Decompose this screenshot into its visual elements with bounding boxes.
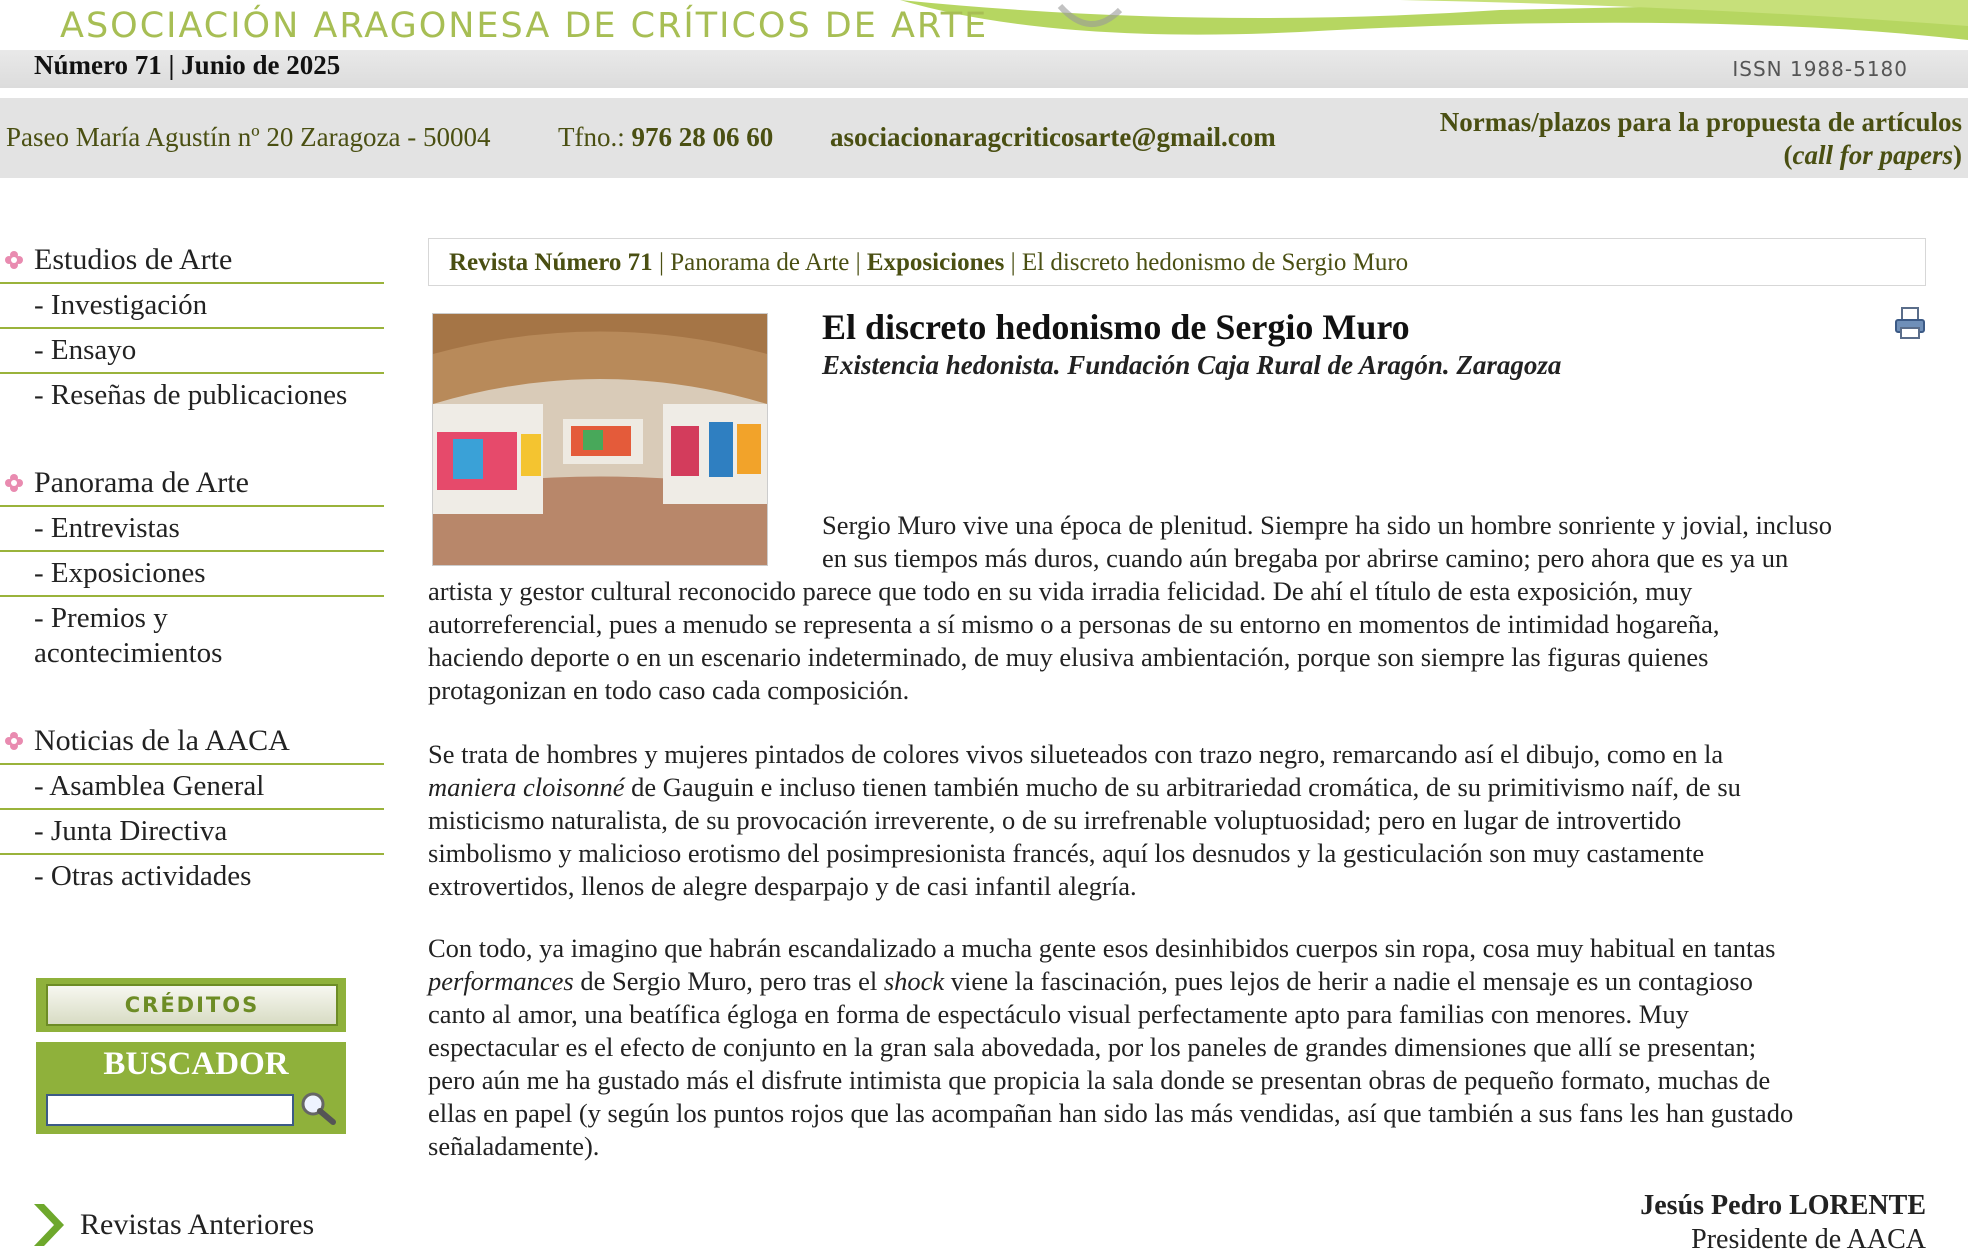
- menu-item-asamblea[interactable]: - Asamblea General: [0, 765, 384, 810]
- paragraph-line: haciendo deporte o en un escenario indeterminado, de muy elusiva ambientación, porque son siempre las figuras quienes: [428, 642, 1709, 672]
- menu-item-ensayo[interactable]: - Ensayo: [0, 329, 384, 374]
- sidebar-nav: [0, 238, 384, 942]
- paragraph-line: extrovertidos, llenos de alegre desparpajo y de casi infantil alegría.: [428, 871, 1137, 901]
- breadcrumb-current: El discreto hedonismo de Sergio Muro: [1021, 249, 1409, 276]
- revistas-label: Revistas Anteriores: [80, 1208, 315, 1241]
- breadcrumb-sep: |: [652, 249, 671, 276]
- menu-item-junta[interactable]: - Junta Directiva: [0, 810, 384, 855]
- phone-label: Tfno.:: [558, 122, 632, 152]
- paragraph-line: simbolismo y malicioso erotismo del posimpresionista francés, aquí los desnudos y la gesticulación son muy castamente: [428, 838, 1705, 868]
- paragraph-line: ellas en papel (y según los puntos rojos que las acompañan han sido las más vendidas, así que también a sus fans les han gustado: [428, 1098, 1794, 1128]
- cfp-line1: Normas/plazos para la propuesta de artículos: [1439, 107, 1962, 137]
- menu-section-panorama: [0, 461, 384, 675]
- line-text: de Sergio Muro, pero tras el: [573, 966, 884, 996]
- menu-head-label: Noticias de la AACA: [34, 724, 290, 757]
- menu-item-otras[interactable]: - Otras actividades: [34, 860, 252, 892]
- org-name[interactable]: ASOCIACIÓN ARAGONESA DE CRÍTICOS DE ARTE: [60, 6, 989, 46]
- issue-label: Número 71 | Junio de 2025: [34, 50, 341, 80]
- menu-head-label: Estudios de Arte: [34, 243, 233, 276]
- line-text: de Gauguin e incluso tienen también mucho de su arbitrariedad cromática, de su primitivismo naíf, de su: [624, 772, 1741, 802]
- paragraph-line: en sus tiempos más duros, cuando aún bregaba por abrirse camino; pero ahora que es ya un: [822, 543, 1789, 573]
- flower-bullet-icon: [4, 731, 24, 751]
- issue-bar: [0, 50, 1968, 88]
- article-paragraph-1a: [822, 509, 1832, 575]
- exhibition-photo: [432, 313, 768, 566]
- creditos-label: CRÉDITOS: [46, 984, 338, 1026]
- paragraph-line: canto al amor, una beatífica égloga en forma de espectáculo visual perfectamente apto para familias con menores. Muy: [428, 999, 1689, 1029]
- paragraph-line: espectacular es el efecto de conjunto en la gran sala abovedada, por los paneles de grandes dimensiones que allí se presentan;: [428, 1032, 1757, 1062]
- phone-text: [558, 122, 773, 153]
- paragraph-line: señaladamente).: [428, 1131, 600, 1161]
- menu-item-entrevistas[interactable]: - Entrevistas: [0, 507, 384, 552]
- address-text: Paseo María Agustín nº 20 Zaragoza - 50004: [6, 122, 491, 152]
- call-for-papers-link[interactable]: [1440, 106, 1962, 172]
- breadcrumb-revista[interactable]: Revista Número 71: [449, 249, 653, 276]
- article-paragraph-3: [428, 932, 1793, 1163]
- breadcrumb-exposiciones[interactable]: Exposiciones: [866, 249, 1005, 276]
- menu-section-estudios: [0, 238, 384, 417]
- paragraph-line: misticismo naturalista, de su provocación irreverente, o de su irrefrenable voluptuosidad; pero en lugar de introvertido: [428, 805, 1682, 835]
- menu-item-premios[interactable]: - Premios y acontecimientos: [34, 602, 223, 669]
- email-link[interactable]: asociacionaragcriticosarte@gmail.com: [830, 122, 1276, 152]
- breadcrumb-panorama[interactable]: Panorama de Arte: [670, 249, 850, 276]
- breadcrumb: [428, 238, 1926, 286]
- article-paragraph-2: [428, 738, 1741, 903]
- article-paragraph-1b: [428, 575, 1719, 707]
- menu-head-estudios[interactable]: [0, 238, 384, 284]
- creditos-button[interactable]: [36, 978, 346, 1032]
- cfp-italic: call for papers: [1792, 140, 1953, 170]
- menu-section-noticias: [0, 719, 384, 898]
- italic-term: maniera cloisonné: [428, 772, 625, 802]
- phone-number: 976 28 06 60: [631, 122, 774, 152]
- issn-label: ISSN 1988-5180: [1732, 57, 1908, 81]
- menu-item-resenas[interactable]: - Reseñas de publicaciones: [34, 379, 348, 411]
- search-title: BUSCADOR: [103, 1046, 289, 1082]
- italic-term: performances: [428, 966, 574, 996]
- breadcrumb-sep: |: [1004, 249, 1022, 276]
- italic-term: shock: [883, 966, 945, 996]
- paragraph-line: [428, 965, 1793, 998]
- search-panel: [36, 1042, 346, 1134]
- article-title: El discreto hedonismo de Sergio Muro: [822, 307, 1410, 347]
- revistas-anteriores-link[interactable]: [30, 1202, 314, 1248]
- menu-head-noticias[interactable]: [0, 719, 384, 765]
- line-text: viene la fascinación, pues lejos de herir a nadie el mensaje es un contagioso: [944, 966, 1753, 996]
- paragraph-line: Con todo, ya imagino que habrán escandalizado a mucha gente esos desinhibidos cuerpos sin ropa, cosa muy habitual en tantas: [428, 933, 1776, 963]
- article-subtitle: Existencia hedonista. Fundación Caja Rural de Aragón. Zaragoza: [822, 350, 1562, 380]
- breadcrumb-sep: |: [849, 249, 867, 276]
- flower-bullet-icon: [4, 473, 24, 493]
- paragraph-line: pero aún me ha gustado más el disfrute intimista que propicia la sala donde se presentan obras de pequeño formato, muchas de: [428, 1065, 1771, 1095]
- paragraph-line: artista y gestor cultural reconocido parece que todo en su vida irradia felicidad. De ahí el título de esta exposición, muy: [428, 576, 1693, 606]
- paragraph-line: protagonizan en todo caso cada composición.: [428, 675, 910, 705]
- contact-bar: [0, 98, 1968, 178]
- chevron-right-icon: [30, 1202, 70, 1248]
- paragraph-line: Se trata de hombres y mujeres pintados de colores vivos silueteados con trazo negro, remarcando así el dibujo, como en la: [428, 739, 1724, 769]
- menu-head-panorama[interactable]: [0, 461, 384, 507]
- header-banner: [0, 0, 1968, 50]
- search-icon[interactable]: [298, 1090, 338, 1126]
- paragraph-line: Sergio Muro vive una época de plenitud. Siempre ha sido un hombre sonriente y jovial, incluso: [822, 510, 1832, 540]
- paragraph-line: autorreferencial, pues a menudo se representa a sí mismo o a personas de su entorno en momentos de intimidad hogareña,: [428, 609, 1720, 639]
- author-name: Jesús Pedro LORENTE: [1640, 1190, 1926, 1221]
- cfp-close: ): [1953, 140, 1962, 170]
- cfp-open: (: [1783, 140, 1793, 170]
- menu-head-label: Panorama de Arte: [34, 466, 249, 499]
- search-input[interactable]: [46, 1094, 294, 1126]
- paragraph-line: [428, 771, 1741, 804]
- menu-item-investigacion[interactable]: - Investigación: [0, 284, 384, 329]
- flower-bullet-icon: [4, 250, 24, 270]
- menu-item-exposiciones[interactable]: - Exposiciones: [0, 552, 384, 597]
- author-role: Presidente de AACA: [1691, 1224, 1926, 1255]
- print-icon[interactable]: [1894, 306, 1926, 340]
